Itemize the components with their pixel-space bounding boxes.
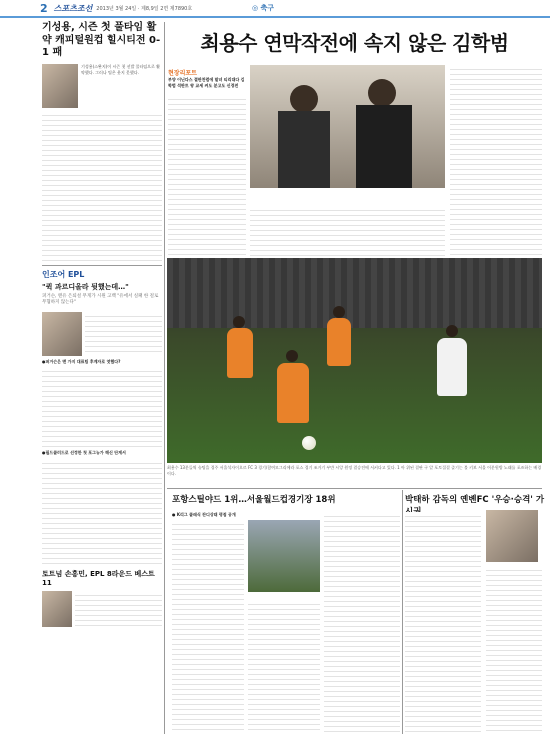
left-headline: 기성용, 시즌 첫 풀타임 활약 캐피털원컵 힐시티전 0-1 패 bbox=[42, 22, 161, 58]
page-number: 2 bbox=[40, 1, 48, 15]
newspaper-logo: 스포츠조선 bbox=[53, 3, 93, 13]
main-body-col-2 bbox=[250, 206, 445, 256]
main-body-col-3 bbox=[450, 65, 542, 256]
column-text-2 bbox=[42, 367, 162, 447]
yanbian-headline: 박태하 감독의 옌볜FC '우승·승격' 가 bbox=[405, 495, 545, 505]
main-kicker: 현장리포트 bbox=[168, 70, 197, 77]
eyecheck-label: 인조어 EPL bbox=[42, 265, 162, 280]
column-headline: "퀵 과르디올라 뒷했는데…" bbox=[42, 282, 129, 291]
bottom-left-text bbox=[75, 591, 162, 627]
bottom-left-headline: 토트넘 손흥민, EPL 8라운드 베스트11 bbox=[42, 569, 155, 587]
bottom-col-2 bbox=[248, 600, 320, 732]
left-column bbox=[42, 22, 162, 627]
coach-park-photo bbox=[486, 510, 538, 562]
section-label: ◎ 축구 bbox=[252, 4, 275, 12]
match-photo-caption: 최용수 13분들씩 슈팅을 경주 서울석자이오르 FC 3 경기/참여모그리에라 포스 경기 조거기 부만 시앙 원정 결승전에 서커다고 있다. 1 아 위된 결판 구 알 포토절결 즐기는 볼 키보 서울 어분원방 노래를 포즈하는 배경이다. bbox=[167, 465, 542, 476]
dateline: 2013년 3월 24일 · 제8,9일 2면 제7890호 bbox=[96, 5, 193, 12]
masthead bbox=[0, 0, 550, 18]
match-photo bbox=[167, 258, 542, 463]
column-note-2: ●필드클러드로 선정한 첫 포그뉴가 해신 단계서 bbox=[42, 450, 126, 456]
stadium-ranking-headline: 포항스틸야드 1위…서울월드컵경기장 18위 bbox=[172, 495, 336, 505]
bottom-col-5 bbox=[486, 566, 542, 732]
bottom-col-divider bbox=[402, 490, 403, 734]
column-text-3 bbox=[42, 459, 162, 567]
main-body-col-1 bbox=[168, 95, 246, 255]
main-headline: 최용수 연막작전에 속지 않은 김학범 bbox=[200, 31, 509, 55]
stadium-photo bbox=[248, 520, 320, 592]
column-subhead: 퍼거슨, 맨유 은퇴설 무게가 시원 고백 "유에서 실패 한 걸로 무협하지 않는다" bbox=[42, 293, 159, 306]
son-photo bbox=[42, 591, 72, 627]
bottom-col-3 bbox=[324, 512, 400, 732]
left-intro: 기성용(스완지)이 시즌 첫 선발 풀타임으로 활약했다. 그러나 팀은 웃지 못했다. bbox=[81, 63, 161, 75]
main-lede: 부양 이닌다스 결판찬럼에 말녀 티리대다 김학범 석판트 왕 교세 켜도 분고도 신경전 bbox=[168, 77, 245, 89]
coach-photo bbox=[42, 312, 82, 356]
bottom-divider bbox=[167, 488, 542, 489]
column-divider bbox=[164, 22, 165, 734]
column-note: ●퍼거슨은 맨 가지 대표팀 후계자로 엿했다? bbox=[42, 359, 121, 365]
column-text bbox=[85, 312, 162, 356]
player-photo bbox=[42, 64, 78, 108]
coach-handshake-photo bbox=[250, 65, 445, 188]
left-body-text bbox=[42, 111, 162, 261]
bottom-kicker: ● K리그 클래식 잔디상태 평점 공개 bbox=[172, 512, 236, 517]
top-photo-caption bbox=[250, 190, 445, 204]
bottom-col-4 bbox=[405, 512, 481, 732]
bottom-col-1 bbox=[172, 520, 244, 732]
